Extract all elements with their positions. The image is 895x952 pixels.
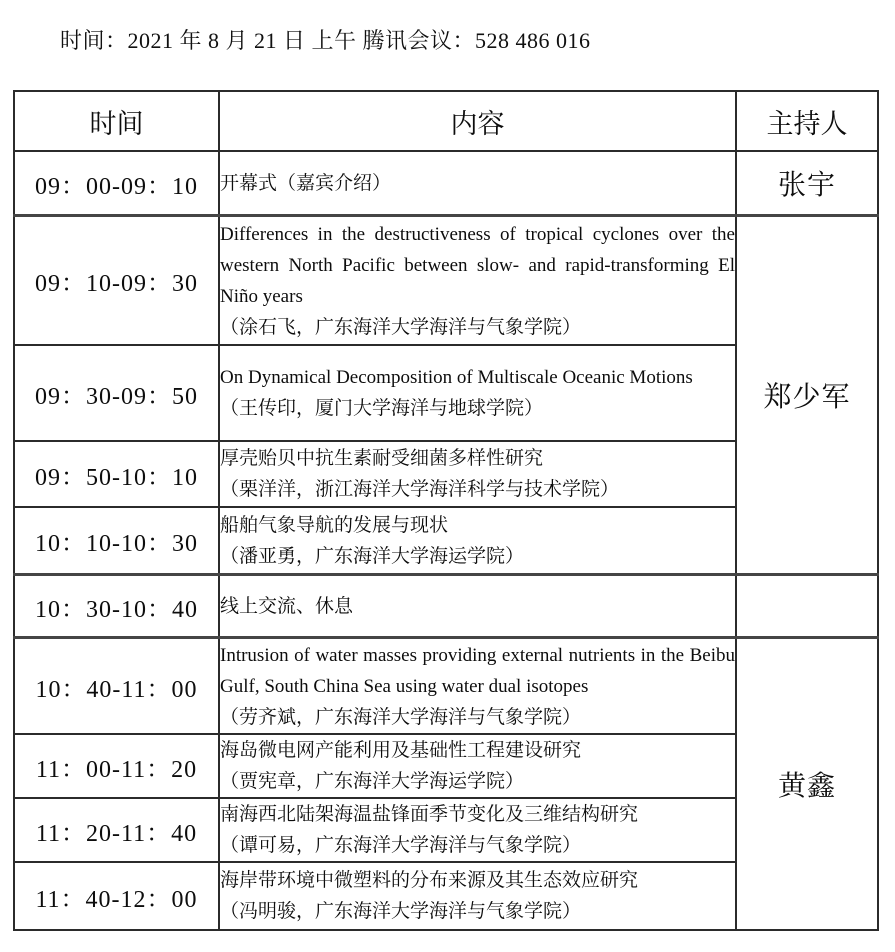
content-cell bbox=[219, 734, 736, 798]
talk-title: 海岛微电网产能利用及基础性工程建设研究 bbox=[220, 740, 582, 761]
content-cell bbox=[219, 638, 736, 735]
time-cell: 11：00-11：20 bbox=[14, 734, 219, 798]
time-cell: 11：40-12：00 bbox=[14, 862, 219, 930]
time-cell: 09：10-09：30 bbox=[14, 216, 219, 346]
table-row bbox=[14, 575, 878, 638]
talk-title: 厚壳贻贝中抗生素耐受细菌多样性研究 bbox=[220, 448, 544, 469]
content-cell bbox=[219, 441, 736, 507]
speaker-affiliation: （劳齐斌，广东海洋大学海洋与气象学院） bbox=[220, 706, 582, 728]
content-cell bbox=[219, 345, 736, 441]
talk-title: 开幕式（嘉宾介绍） bbox=[220, 172, 392, 194]
schedule-table-body bbox=[14, 151, 878, 930]
speaker-affiliation: （贾宪章，广东海洋大学海运学院） bbox=[220, 771, 525, 792]
speaker-affiliation: （王传印，厦门大学海洋与地球学院） bbox=[220, 398, 544, 419]
talk-title: Intrusion of water masses providing external nutrients in the Beibu Gulf, South China Sea using water dual isotopes bbox=[220, 644, 735, 697]
speaker-affiliation: （涂石飞，广东海洋大学海洋与气象学院） bbox=[220, 316, 582, 338]
schedule-table bbox=[13, 90, 879, 931]
content-cell bbox=[219, 862, 736, 930]
time-cell: 09：50-10：10 bbox=[14, 441, 219, 507]
content-cell bbox=[219, 575, 736, 638]
column-header-time: 时间 bbox=[14, 91, 219, 151]
talk-title: 海岸带环境中微塑料的分布来源及其生态效应研究 bbox=[220, 870, 639, 891]
time-cell: 09：30-09：50 bbox=[14, 345, 219, 441]
content-cell bbox=[219, 216, 736, 346]
speaker-affiliation: （冯明骏，广东海洋大学海洋与气象学院） bbox=[220, 901, 582, 922]
talk-title: 线上交流、休息 bbox=[220, 595, 354, 617]
content-cell bbox=[219, 151, 736, 216]
content-cell bbox=[219, 507, 736, 575]
host-cell: 黄鑫 bbox=[736, 638, 878, 931]
time-cell: 10：40-11：00 bbox=[14, 638, 219, 735]
talk-title: On Dynamical Decomposition of Multiscale Oceanic Motions bbox=[220, 367, 693, 388]
table-header-row bbox=[14, 91, 878, 151]
time-cell: 10：10-10：30 bbox=[14, 507, 219, 575]
content-cell bbox=[219, 798, 736, 862]
table-row bbox=[14, 638, 878, 735]
speaker-affiliation: （栗洋洋，浙江海洋大学海洋科学与技术学院） bbox=[220, 479, 620, 500]
table-row bbox=[14, 216, 878, 346]
time-cell: 11：20-11：40 bbox=[14, 798, 219, 862]
host-cell: 张宇 bbox=[736, 151, 878, 216]
host-cell: 郑少军 bbox=[736, 216, 878, 575]
table-row bbox=[14, 151, 878, 216]
column-header-host: 主持人 bbox=[736, 91, 878, 151]
host-cell bbox=[736, 575, 878, 638]
time-cell: 09：00-09：10 bbox=[14, 151, 219, 216]
time-cell: 10：30-10：40 bbox=[14, 575, 219, 638]
talk-title: 南海西北陆架海温盐锋面季节变化及三维结构研究 bbox=[220, 804, 639, 825]
meeting-info-line: 时间：2021 年 8 月 21 日 上午 腾讯会议：528 486 016 bbox=[60, 28, 591, 53]
speaker-affiliation: （潘亚勇，广东海洋大学海运学院） bbox=[220, 545, 525, 567]
talk-title: Differences in the destructiveness of tropical cyclones over the western North Pacific between slow- and rapid-transforming El Niño years bbox=[220, 223, 735, 307]
speaker-affiliation: （谭可易，广东海洋大学海洋与气象学院） bbox=[220, 835, 582, 856]
talk-title: 船舶气象导航的发展与现状 bbox=[220, 514, 449, 536]
column-header-content: 内容 bbox=[219, 91, 736, 151]
